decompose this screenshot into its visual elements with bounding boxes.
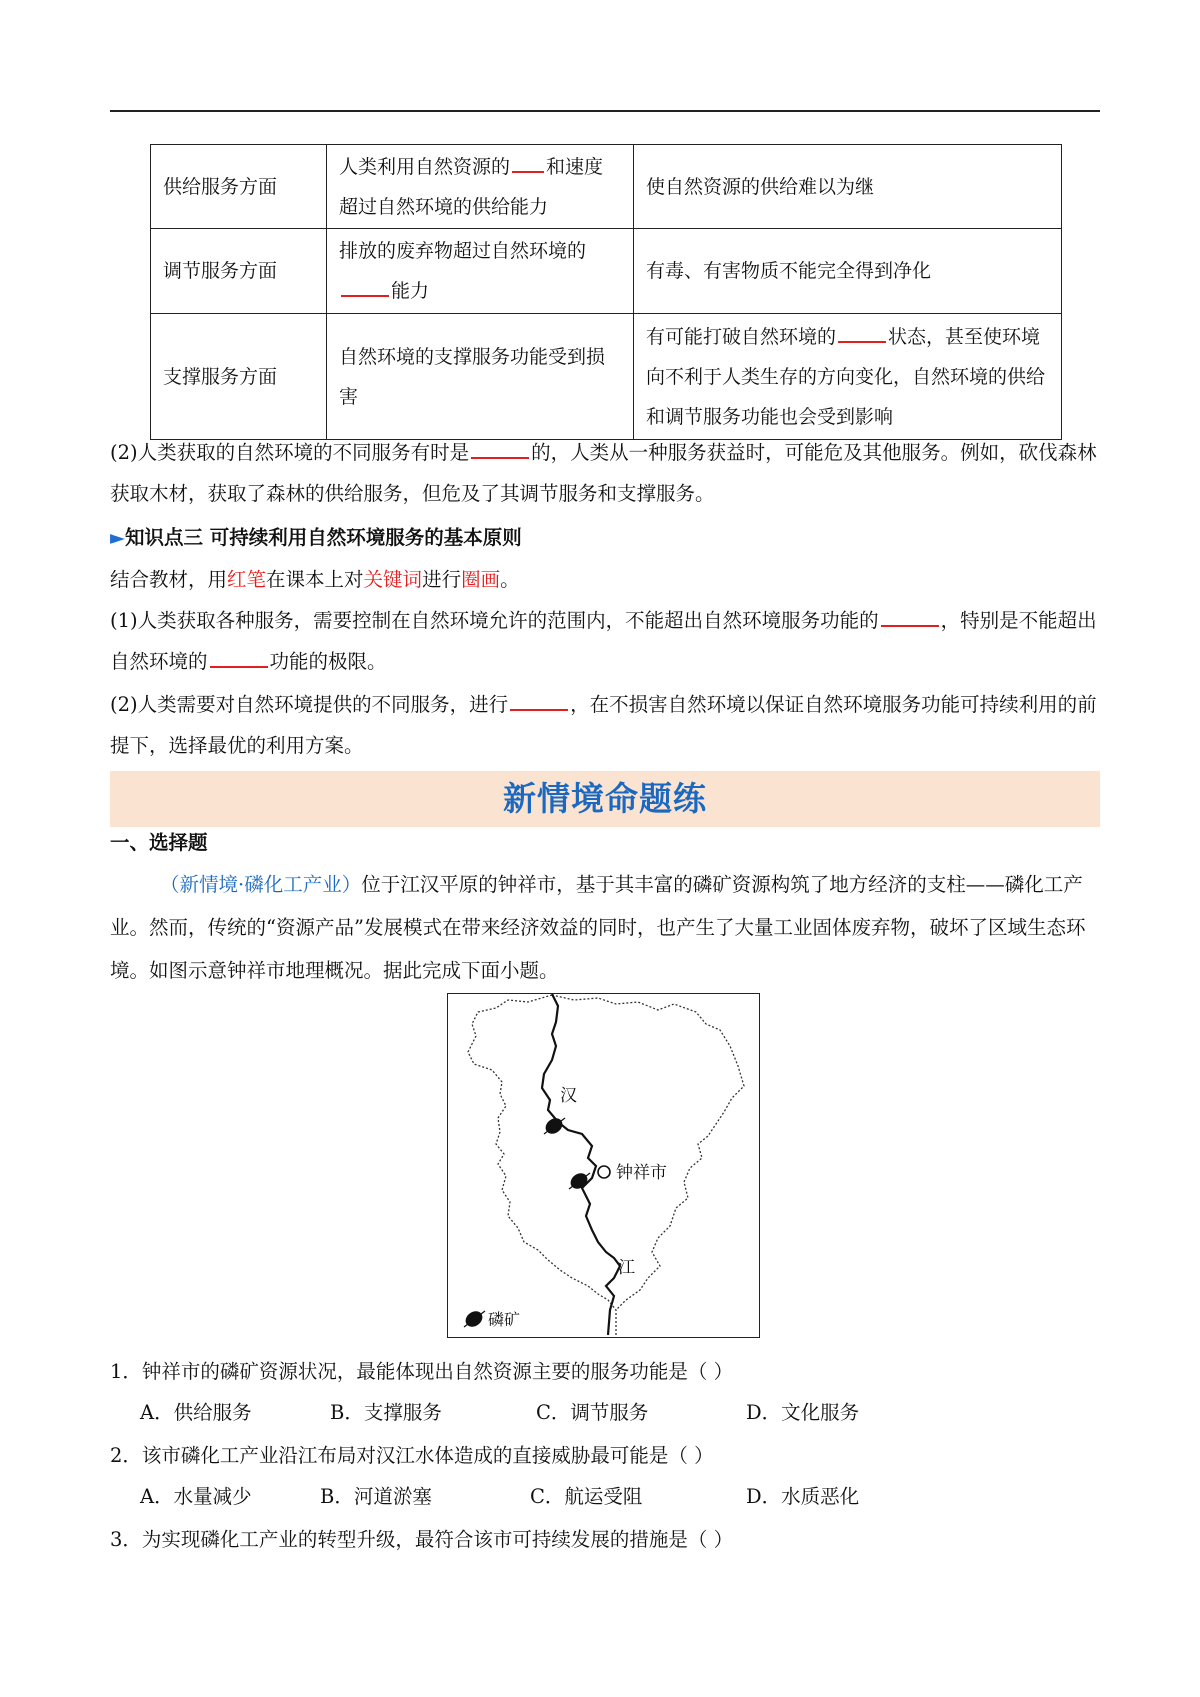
answer-blank[interactable] bbox=[512, 152, 544, 173]
table-cell-effect: 使自然资源的供给难以为继 bbox=[634, 145, 1062, 229]
table-cell-cause: 排放的废弃物超过自然环境的 能力 bbox=[327, 229, 634, 314]
phosphate-mine-icon bbox=[463, 1308, 486, 1330]
option-d[interactable]: D．水质恶化 bbox=[746, 1485, 860, 1508]
paragraph-service-conflict: (2)人类获取的自然环境的不同服务有时是 的，人类从一种服务获益时，可能危及其他服务。例如，砍伐森林获取木材，获取了森林的供给服务，但危及了其调节服务和支撑服务。 bbox=[110, 432, 1100, 514]
table-row bbox=[151, 229, 1062, 314]
option-a[interactable]: A．水量减少 bbox=[140, 1485, 252, 1508]
option-c[interactable]: C．航运受阻 bbox=[530, 1485, 643, 1508]
table-cell-cause: 人类利用自然资源的 和速度超过自然环境的供给能力 bbox=[327, 145, 634, 229]
han-river bbox=[542, 994, 620, 1335]
table-cell-cause: 自然环境的支撑服务功能受到损害 bbox=[327, 314, 634, 440]
city-label: 钟祥市 bbox=[616, 1163, 667, 1183]
principle-2: (2)人类需要对自然环境提供的不同服务，进行 ，在不损害自然环境以保证自然环境服务功能可持续利用的前提下，选择最优的利用方案。 bbox=[110, 684, 1100, 766]
table-row bbox=[151, 314, 1062, 440]
table-cell-effect: 有毒、有害物质不能完全得到净化 bbox=[634, 229, 1062, 314]
instruction-text: 结合教材，用红笔在课本上对关键词进行圈画。 bbox=[110, 568, 520, 591]
question-1-options bbox=[140, 1393, 1040, 1433]
option-b[interactable]: B．河道淤塞 bbox=[320, 1485, 432, 1508]
triangle-marker-icon: ► bbox=[110, 526, 125, 549]
question-intro: （新情境·磷化工产业）位于江汉平原的钟祥市，基于其丰富的磷矿资源构筑了地方经济的支柱——磷化工产业。然而，传统的“资源产品”发展模式在带来经济效益的同时，也产生了大量工业固体废弃物，破坏了区域生态环境。如图示意钟祥市地理概况。据此完成下面小题。 bbox=[110, 873, 1086, 982]
legend-label: 磷矿 bbox=[488, 1310, 521, 1329]
table-row bbox=[151, 145, 1062, 229]
option-b[interactable]: B．支撑服务 bbox=[330, 1401, 442, 1424]
answer-blank[interactable] bbox=[341, 276, 389, 297]
answer-blank[interactable] bbox=[881, 606, 939, 628]
table-cell-aspect: 供给服务方面 bbox=[151, 145, 327, 229]
phosphate-mine-icon bbox=[568, 1170, 591, 1192]
city-boundary bbox=[468, 995, 744, 1335]
option-c[interactable]: C．调节服务 bbox=[536, 1401, 649, 1424]
service-table bbox=[150, 144, 1062, 440]
table-cell-effect: 有可能打破自然环境的 状态，甚至使环境向不利于人类生存的方向变化，自然环境的供给和调节服务功能也会受到影响 bbox=[634, 314, 1062, 440]
principle-1: (1)人类获取各种服务，需要控制在自然环境允许的范围内，不能超出自然环境服务功能的 ，特别是不能超出自然环境的 功能的极限。 bbox=[110, 600, 1100, 682]
header-rule bbox=[110, 110, 1100, 112]
map-figure bbox=[448, 994, 758, 1336]
option-d[interactable]: D．文化服务 bbox=[746, 1401, 860, 1424]
river-label-jiang: 江 bbox=[618, 1258, 635, 1278]
answer-blank[interactable] bbox=[510, 690, 568, 712]
city-marker bbox=[598, 1166, 610, 1178]
section-banner: 新情境命题练 bbox=[110, 771, 1100, 827]
table-cell-aspect: 调节服务方面 bbox=[151, 229, 327, 314]
option-a[interactable]: A．供给服务 bbox=[140, 1401, 252, 1424]
river-label-han: 汉 bbox=[560, 1086, 577, 1106]
section-title: 一、选择题 bbox=[110, 831, 208, 854]
question-3-stem: 3．为实现磷化工产业的转型升级，最符合该市可持续发展的措施是（ ） bbox=[110, 1528, 734, 1551]
answer-blank[interactable] bbox=[838, 322, 886, 343]
question-2-stem: 2．该市磷化工产业沿江布局对汉江水体造成的直接威胁最可能是（ ） bbox=[110, 1444, 714, 1467]
answer-blank[interactable] bbox=[210, 647, 268, 669]
table-cell-aspect: 支撑服务方面 bbox=[151, 314, 327, 440]
answer-blank[interactable] bbox=[471, 438, 529, 460]
question-2-options bbox=[140, 1477, 1040, 1517]
zhongxiang-map bbox=[447, 993, 760, 1338]
question-1-stem: 1．钟祥市的磷矿资源状况，最能体现出自然资源主要的服务功能是（ ） bbox=[110, 1360, 734, 1383]
knowledge-point-heading: ►知识点三 可持续利用自然环境服务的基本原则 bbox=[110, 526, 522, 549]
